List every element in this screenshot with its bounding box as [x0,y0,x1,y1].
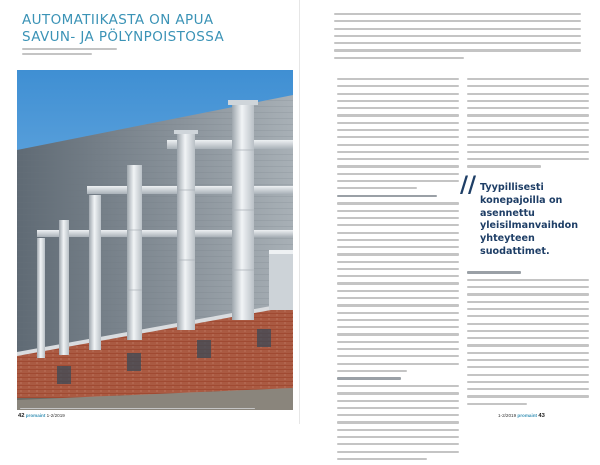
magazine-name-left: promaint [25,413,46,418]
left-page [0,0,300,424]
footer-right [498,413,545,419]
issue-right: 1-2/2019 [498,413,517,418]
headline-line-2: SAVUN- JA PÖLYNPOISTOSSA [22,29,225,45]
lead-paragraph [334,13,581,64]
footer-left [18,413,65,419]
article-headline [22,12,282,46]
page-number-left: 42 [18,413,25,419]
photo-caption [20,408,275,409]
pull-quote-text: Tyypillisesti konepajoilla on asennettu yleisilmanvaihdon yhteyteen suodattimet. [480,182,579,257]
body-column-1 [337,78,459,465]
magazine-name-right: promaint [517,413,538,418]
page-number-right: 43 [538,413,545,419]
issue-left: 1-2/2019 [46,413,65,418]
body-column-2 [467,78,589,173]
headline-line-1: AUTOMATIIKASTA ON APUA [22,12,214,28]
byline [22,48,132,55]
quote-mark-icon: // [460,172,477,198]
body-column-2-lower [467,271,589,410]
factory-photo [17,70,293,410]
pull-quote [460,182,592,259]
